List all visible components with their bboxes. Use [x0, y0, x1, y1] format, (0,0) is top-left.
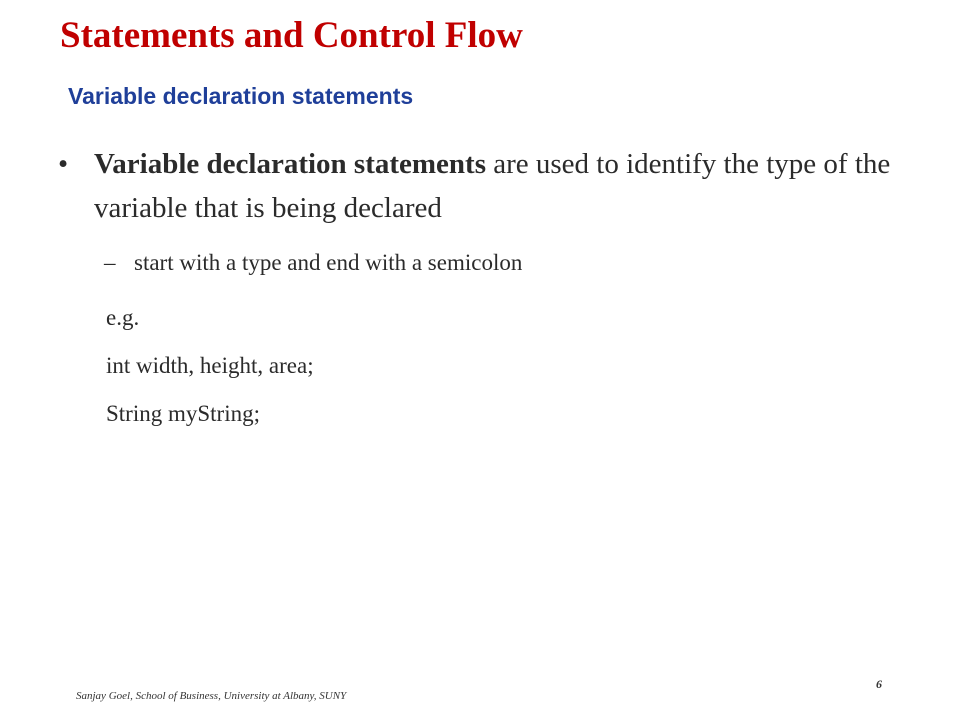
bullet-icon: • — [58, 148, 69, 180]
bullet-description: are used to identify the type of the variable that is being declared — [94, 148, 891, 224]
code-line: String myString; — [106, 401, 260, 426]
footer-author: Sanjay Goel, School of Business, University at Albany, SUNY — [76, 690, 347, 702]
page-number: 6 — [876, 677, 882, 691]
sub-bullet-item — [104, 247, 522, 279]
code-line: int width, height, area; — [106, 353, 314, 378]
bullet-item — [58, 142, 918, 230]
slide-subtitle: Variable declaration statements — [68, 83, 414, 109]
dash-icon: – — [104, 250, 116, 275]
bullet-text — [94, 142, 918, 230]
example-label: e.g. — [106, 305, 140, 330]
slide-title: Statements and Control Flow — [60, 15, 523, 56]
sub-bullet-text: start with a type and end with a semicolon — [134, 250, 523, 275]
bullet-bold-term: Variable declaration statements — [94, 148, 486, 180]
